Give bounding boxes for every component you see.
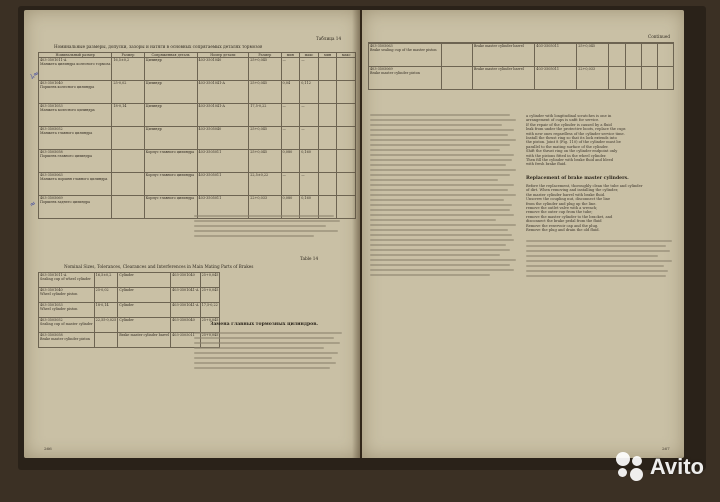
left-body-text (194, 215, 344, 240)
handwritten-annotation: ≈ (28, 199, 38, 209)
english-text-top: a cylinder with longitudinal scratches is one in arrangement of cups is unfit for service. If the repair of the cylinder is caused by a fluid leak from under the protective boots, replace the cups with new ones regardless of the cylinder service time. Install the thrust ring so that its lock extends into the piston. Joint 8 (Fig. 110) of the cylinder must be parallel to the mating surface of the cylinder. Shift the thrust ring on the cylinder endpoint only with the pistons fitted in the wheel cylinder. Then fill the cylinder with brake fluid and bleed with fresh brake fluid. (526, 114, 626, 167)
table-row: 403-3505058 Поршень главного цилиндра Корпус главного цилиндра 403-3505011 25+0,045 0,080 0,160 (39, 150, 356, 173)
table-row: 403-3505069 Поршень заднего цилиндра Корпус главного цилиндра 403-3505011 22+0,033 0,080 0,160 (39, 196, 356, 219)
table-top-label: Таблица 14 (316, 36, 342, 41)
right-page-number: 267 (662, 446, 670, 451)
table-bottom-label: Table 14 (300, 256, 319, 261)
handwritten-annotation: ﾑ≈ (28, 69, 41, 81)
avito-logo-icon (616, 452, 646, 482)
left-page-number: 266 (44, 446, 52, 451)
english-text-bottom: Before the replacement, thoroughly clean the tube and cylinder of dirt. When removing and installing the cylinder, the master cylinder barrel with brake fluid. Unscrew the coupling nut, disconnect the line from the cylinder and plug up the line. remove the outlet valve with a wrench; remove the outer cup from the tube; remove the master cylinder to the bracket, and disconnect the brake pedal from the fluid Remove the reservoir cap and the plug. Remove the plug and drain the old fluid. (526, 184, 643, 233)
table-top-title: Номинальные размеры, допуски, зазоры и натяги в основных сопрягаемых деталях тормозов (54, 44, 263, 49)
table-row: 403-3501040 Wheel cylinder piston 25-0,02 Cylinder 403-3501041-А 25+0,045 (39, 288, 220, 303)
table-row: 403-3501040 Поршень колесного цилиндра 25-0,02 Цилиндр 403-3501041-А 25+0,045 0,04 0,112 (39, 81, 356, 104)
continued-label: Continued (648, 34, 670, 39)
table-top: Номинальный размер Размер Сопряженная деталь Номер детали Размер мин макс мин макс 403-3501011-А Манжета цилиндра колесного тормоза 16,5±0,2 Цилиндр 403-3501040 25+0,045 — — 403-3501040 Поршень колесного цилиндра 25-0,02 Цилиндр 403-3501041-А 25+0,045 0,04 0,112 403-3501053 Манжета колесного цилиндра 18-0,14 Цилиндр 403-3501041-А 17,5-0,22 — — 403-3505052 Манжета главного цилиндра Цилиндр 403-3505040 25+0,045 — — 403-3505058 Поршень главного цилиндра Корпус главного цилиндра 403-3505011 25+0,045 0,080 0,160 403-3505063 Манжета поршня главного цилиндра Корпус главного цилиндра 403-3505011 22,5±0,22 — — 403-3505069 Поршень заднего цилиндра Корпус главного цилиндра 403-3505011 22+0,033 0,080 0,160 (38, 52, 356, 219)
table-row: 403-3501011-А Манжета цилиндра колесного тормоза 16,5±0,2 Цилиндр 403-3501040 25+0,045 — — (39, 58, 356, 81)
table-row: 403-3505058 Brake master cylinder piston Brake master cylinder barrel 403-3505011 25+0,045 (39, 333, 220, 348)
table-row: 403-3505069 Brake master cylinder piston Brake master cylinder barrel 403-3505011 22+0,033 (369, 67, 674, 90)
left-section-heading: Замена главных тормозных цилиндров. (210, 322, 319, 327)
table-row: 403-3501011-А Sealing cup of wheel cylinder 16,5±0,2 Cylinder 403-3501040 25+0,045 (39, 273, 220, 288)
table-row: 403-3505052 Sealing cup of master cylinder 22,55-0,025 Cylinder 403-3505040 25+0,045 (39, 318, 220, 333)
table-row: 403-3501053 Wheel cylinder piston 18-0,14 Cylinder 403-3501041-А 17,5-0,22 (39, 303, 220, 318)
table-row: 403-3505063 Манжета поршня главного цилиндра Корпус главного цилиндра 403-3505011 22,5±0,22 — — (39, 173, 356, 196)
right-table (368, 42, 674, 90)
left-body-text-2 (194, 332, 344, 372)
table-row: 403-3501053 Манжета колесного цилиндра 18-0,14 Цилиндр 403-3501041-А 17,5-0,22 — — (39, 104, 356, 127)
right-section-heading: Replacement of brake master cylinders. (526, 176, 629, 181)
left-page (24, 10, 360, 458)
right-left-column-text (370, 114, 520, 279)
watermark-text: Avito (649, 454, 704, 479)
right-page (362, 10, 684, 458)
table-row: 403-3505063 Brake sealing cup of the master piston Brake master cylinder barrel 403-3505011 25+0,045 (369, 44, 674, 67)
table-row: 403-3505052 Манжета главного цилиндра Цилиндр 403-3505040 25+0,045 — — (39, 127, 356, 150)
english-text-filler (526, 240, 676, 280)
table-bottom-title: Nominal Sizes, Tolerances, Clearances and Interferences in Main Mating Parts of Brakes (64, 264, 254, 269)
avito-watermark (616, 452, 704, 482)
